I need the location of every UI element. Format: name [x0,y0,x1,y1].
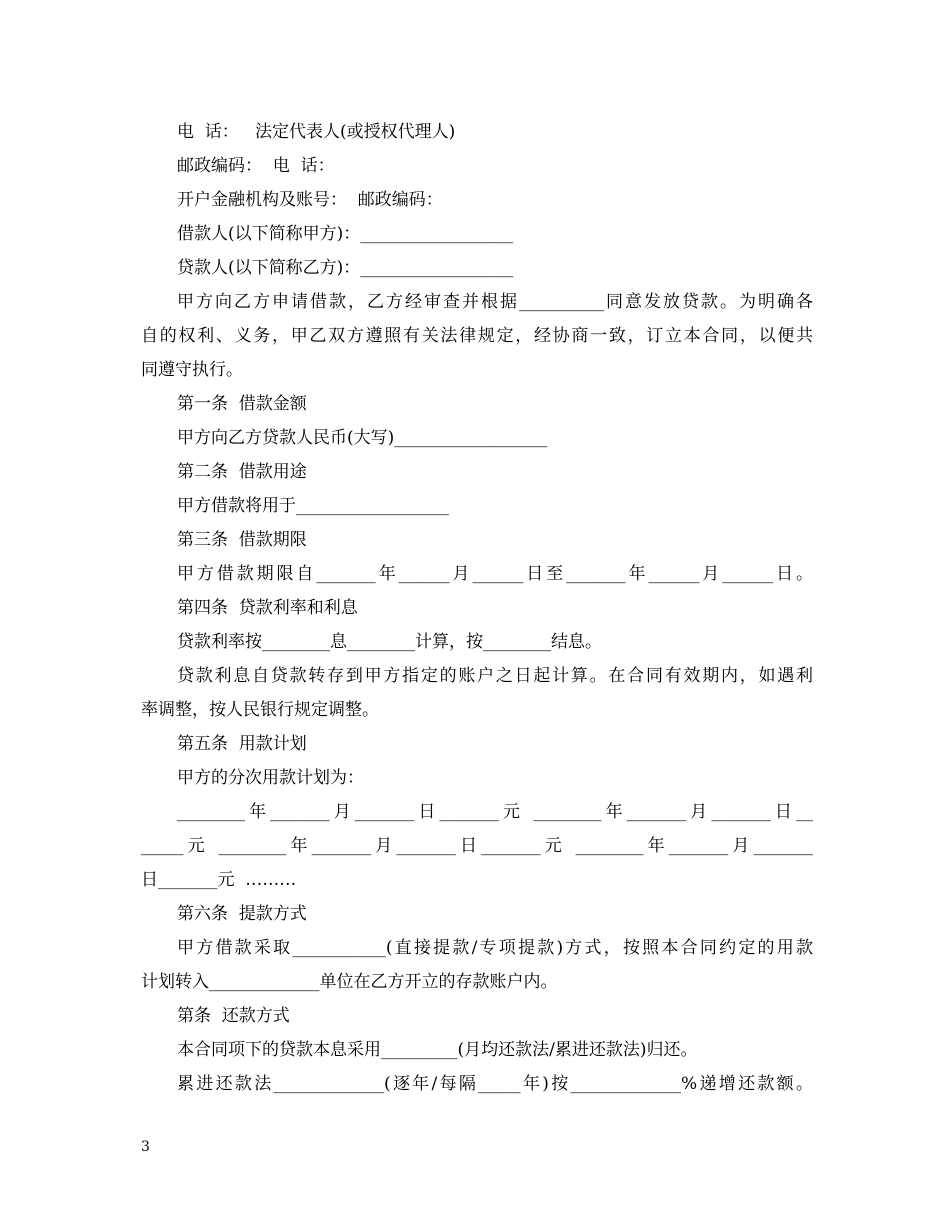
text-line: 率调整，按人民银行规定调整。 [141,700,379,720]
text-line: 贷款利率按________息________计算，按________结息。 [177,632,602,652]
text-line: 甲方向乙方申请借款，乙方经审查并根据__________同意发放贷款。为明确各 [177,292,813,312]
text-line: 计划转入_____________单位在乙方开立的存款账户内。 [141,972,558,992]
text-line: _____元 ________年_______月_______日_______元 ________年_______月_______ [141,836,813,856]
text-line: 甲方借款采取___________(直接提款/专项提款)方式，按照本合同约定的用款 [177,938,813,958]
page-number: 3 [141,1139,150,1155]
text-line: 贷款人(以下简称乙方)：__________________ [177,258,514,278]
text-line: 借款人(以下简称甲方)：__________________ [177,224,514,244]
text-line: 邮政编码： 电 话： [177,156,335,176]
text-line: 甲方向乙方贷款人民币(大写)__________________ [177,428,548,448]
text-line: 第三条 借款期限 [177,530,307,550]
text-line: 第一条 借款金额 [177,394,307,414]
text-line: ________年_______月_______日_______元 ________年_______月_______日__ [177,802,813,822]
text-line: 累进还款法_____________(逐年/每隔_____年)按_____________%递增还款额。 [177,1074,813,1094]
text-line: 本合同项下的贷款本息采用_________(月均还款法/累进还款法)归还。 [177,1040,698,1060]
text-line: 电 话： 法定代表人(或授权代理人) [177,122,456,142]
text-line: 贷款利息自贷款转存到甲方指定的账户之日起计算。在合同有效期内，如遇利 [177,666,813,686]
text-line: 甲方借款期限自_______年______月______日至_______年______月______日。 [177,564,813,584]
text-line: 同遵守执行。 [141,360,243,380]
text-line: 自的权利、义务，甲乙双方遵照有关法律规定，经协商一致，订立本合同，以便共 [141,326,813,346]
text-line: 开户金融机构及账号： 邮政编码： [177,190,443,210]
contract-body [141,115,813,1101]
text-line: 日_______元 ……… [141,870,297,890]
text-line: 甲方借款将用于__________________ [177,496,449,516]
text-line: 第六条 提款方式 [177,904,307,924]
text-line: 第四条 贷款利率和利息 [177,598,358,618]
text-line: 甲方的分次用款计划为： [177,768,364,788]
text-line: 第五条 用款计划 [177,734,307,754]
text-line: 第二条 借款用途 [177,462,307,482]
text-line: 第条 还款方式 [177,1006,290,1026]
